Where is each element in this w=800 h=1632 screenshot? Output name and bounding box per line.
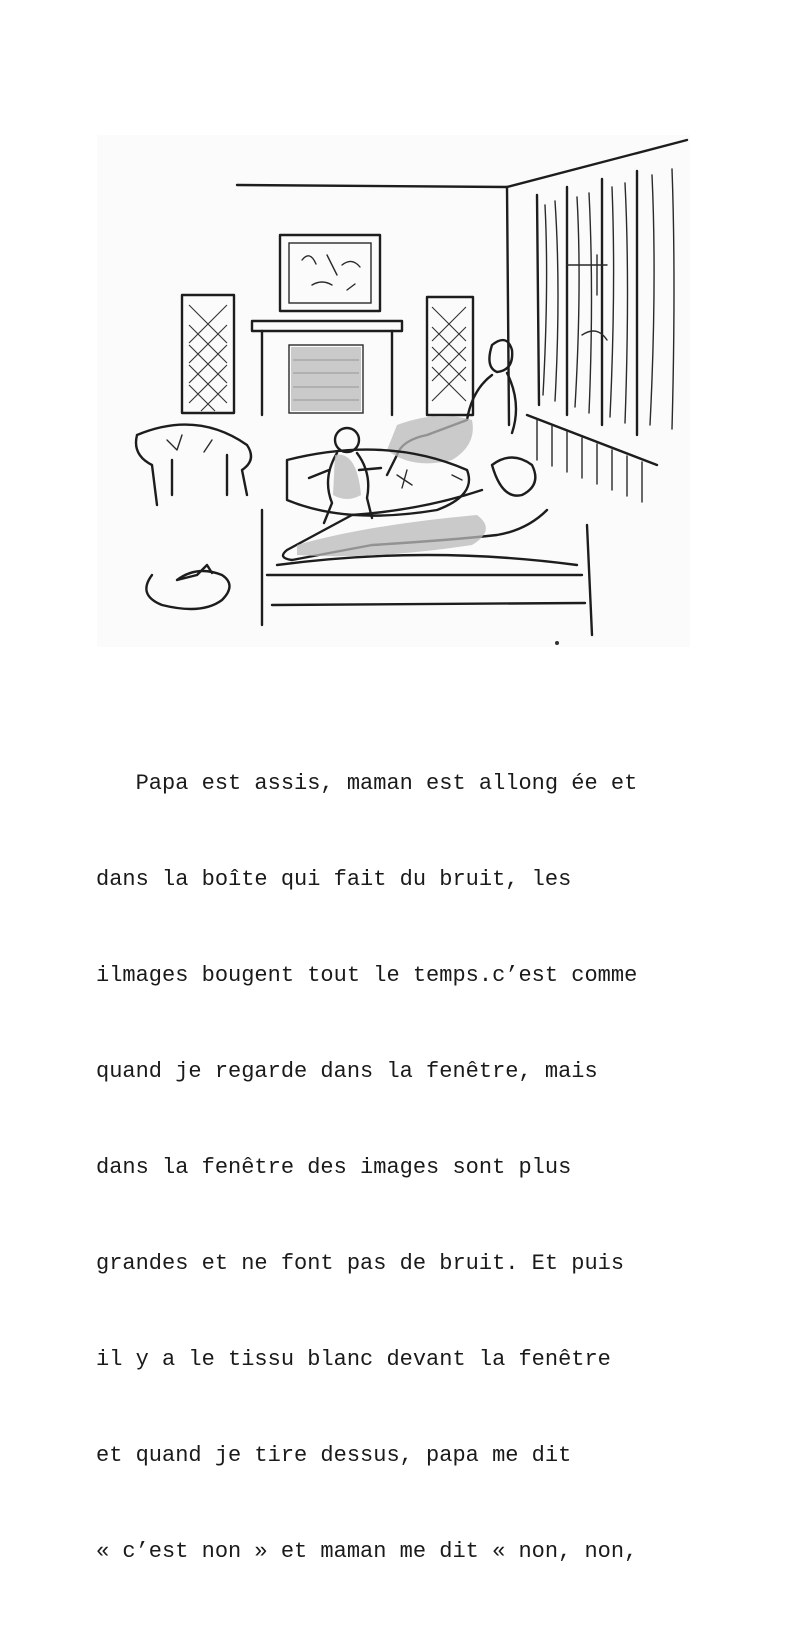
- text-line-7: il y a le tissu blanc devant la fenêtre: [96, 1347, 611, 1372]
- text-line-8: et quand je tire dessus, papa me dit: [96, 1443, 572, 1468]
- text-line-2: dans la boîte qui fait du bruit, les: [96, 867, 572, 892]
- story-text: [96, 704, 736, 1632]
- fireplace-icon: [252, 321, 402, 415]
- text-line-3: ilmages bougent tout le temps.c’est comme: [96, 963, 638, 988]
- cat-icon: [146, 565, 229, 609]
- right-window-icon: [427, 297, 473, 415]
- text-line-6: grandes et ne font pas de bruit. Et puis: [96, 1251, 625, 1276]
- text-line-9: « c’est non » et maman me dit « non, non,: [96, 1539, 638, 1564]
- living-room-illustration: [97, 135, 690, 647]
- armchair-icon: [136, 425, 251, 505]
- text-line-4: quand je regarde dans la fenêtre, mais: [96, 1059, 598, 1084]
- text-line-5: dans la fenêtre des images sont plus: [96, 1155, 572, 1180]
- tv-icon: [280, 235, 380, 311]
- child-figure-icon: [309, 428, 381, 523]
- curtain-window-icon: [537, 169, 674, 435]
- text-line-1: Papa est assis, maman est allong ée et: [96, 771, 638, 796]
- father-figure-icon: [387, 340, 516, 475]
- left-window-icon: [182, 295, 234, 413]
